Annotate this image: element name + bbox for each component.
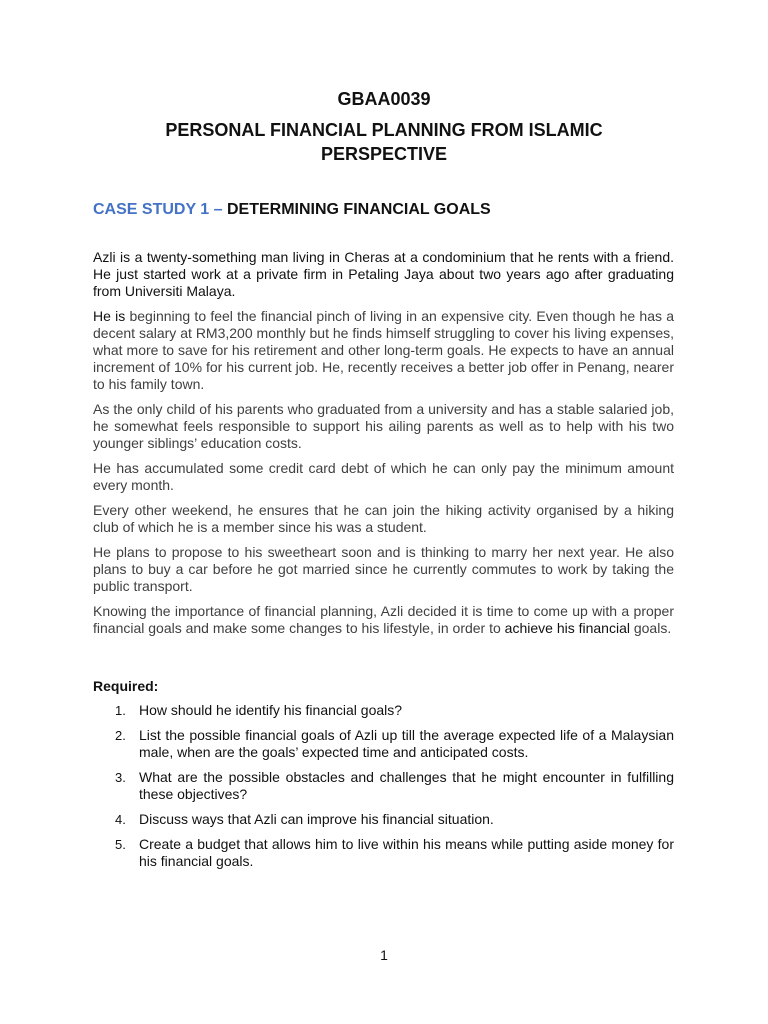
question-item (93, 769, 674, 803)
course-title: PERSONAL FINANCIAL PLANNING FROM ISLAMIC PERSPECTIVE (165, 120, 603, 164)
paragraph-3: As the only child of his parents who graduated from a university and has a stable salaried job, he somewhat feels responsible to support his ailing parents as well as to help with his two younger siblings’ education costs. (93, 401, 674, 451)
question-text: What are the possible obstacles and challenges that he might encounter in fulfilling these objectives? (139, 769, 674, 802)
paragraph-7 (93, 603, 674, 637)
question-text: List the possible financial goals of Azli up till the average expected life of a Malaysian male, when are the goals’ expected time and anticipated costs. (139, 727, 674, 760)
question-number: 5. (115, 837, 126, 852)
required-label: Required: (93, 678, 159, 694)
question-item (93, 702, 674, 719)
case-study-title: DETERMINING FINANCIAL GOALS (226, 201, 491, 218)
paragraph-4: He has accumulated some credit card debt of which he can only pay the minimum amount every month. (93, 460, 674, 493)
paragraph-1: Azli is a twenty-something man living in Cheras at a condominium that he rents with a friend. He just started work at a private firm in Petaling Jaya about two years ago after graduating from Universiti Malaya. (93, 249, 674, 299)
question-text: How should he identify his financial goals? (139, 702, 403, 718)
question-text: Discuss ways that Azli can improve his financial situation. (139, 811, 494, 827)
question-number: 1. (115, 703, 126, 718)
course-code: GBAA0039 (337, 89, 431, 109)
paragraph-5: Every other weekend, he ensures that he can join the hiking activity organised by a hiking club of which he is a member since his was a student. (93, 502, 674, 535)
page-number: 1 (380, 947, 388, 963)
question-number: 3. (115, 770, 126, 785)
question-number: 2. (115, 728, 126, 743)
paragraph-2-lead: He is (93, 308, 126, 324)
case-study-prefix: CASE STUDY 1 – (93, 201, 223, 218)
question-item (93, 836, 674, 870)
paragraph-6: He plans to propose to his sweetheart soon and is thinking to marry her next year. He also plans to buy a car before he got married since he currently commutes to work by taking the public transport. (93, 544, 674, 594)
question-number: 4. (115, 812, 126, 827)
paragraph-7-c: goals. (629, 620, 672, 636)
paragraph-2 (93, 308, 674, 393)
case-study-heading (93, 200, 491, 220)
paragraph-7-a: Knowing the importance of financial planning, Azli decided it is time to come up with a proper financial goals and make some changes to his lifestyle, in order to (93, 603, 674, 636)
paragraph-7-b: achieve his financial (504, 620, 630, 636)
question-item (93, 811, 674, 828)
question-text: Create a budget that allows him to live within his means while putting aside money for his financial goals. (139, 836, 674, 869)
question-item (93, 727, 674, 761)
paragraph-2-rest: beginning to feel the financial pinch of living in an expensive city. Even though he has a decent salary at RM3,200 monthly but he finds himself struggling to cover his living expenses, what more to save for his retirement and other long-term goals. He expects to have an annual increment of 10% for his current job. He, recently receives a better job offer in Penang, nearer to his family town. (93, 308, 674, 392)
required-questions (93, 702, 674, 878)
case-body (93, 249, 674, 645)
